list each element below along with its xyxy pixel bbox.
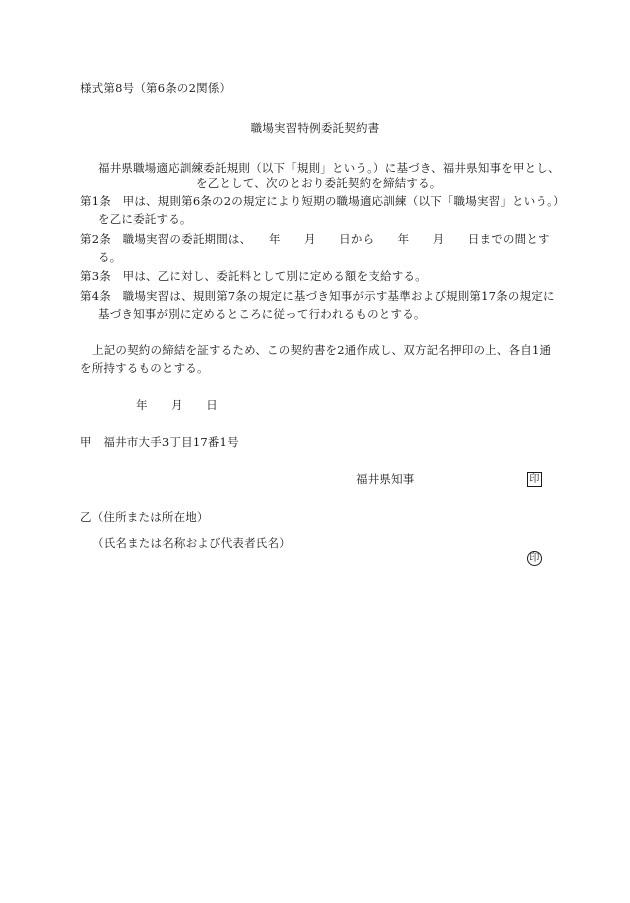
- closing-line-1: 上記の契約の締結を証するため、この契約書を2通作成し、双方記名押印の上、各自1通: [92, 343, 552, 357]
- article-3-line-1: 第3条 甲は、乙に対し、委託料として別に定める額を支給する。: [80, 269, 427, 283]
- governor-title: 福井県知事: [356, 472, 415, 486]
- intro-line-2: を乙として、次のとおり委託契約を締結する。: [196, 176, 442, 190]
- party-a-address: 甲 福井市大手3丁目17番1号: [80, 435, 239, 449]
- article-2-line-2: る。: [98, 250, 122, 264]
- article-1-line-2: を乙に委託する。: [98, 212, 192, 226]
- closing-line-2: を所持するものとする。: [80, 361, 209, 375]
- article-2-line-1: 第2条 職場実習の委託期間は、 年 月 日から 年 月 日までの間とす: [80, 232, 550, 246]
- intro-line-1: 福井県職場適応訓練委託規則（以下「規則」という。）に基づき、福井県知事を甲とし、: [98, 161, 560, 175]
- form-label: 様式第8号（第6条の2関係）: [80, 81, 232, 95]
- seal-square-icon: 印: [527, 472, 542, 487]
- document-title: 職場実習特例委託契約書: [250, 121, 380, 135]
- article-1-line-1: 第1条 甲は、規則第6条の2の規定により短期の職場適応訓練（以下「職場実習」という。）: [80, 194, 565, 208]
- party-b-address: 乙（住所または所在地）: [80, 510, 209, 524]
- article-4-line-1: 第4条 職場実習は、規則第7条の規定に基づき知事が示す基準および規則第17条の規定に: [80, 289, 555, 303]
- contract-date: 年 月 日: [136, 398, 218, 412]
- seal-circle-icon: 印: [527, 551, 542, 566]
- article-4-line-2: 基づき知事が別に定めるところに従って行われるものとする。: [98, 307, 426, 321]
- party-b-name: （氏名または名称および代表者氏名）: [92, 536, 291, 550]
